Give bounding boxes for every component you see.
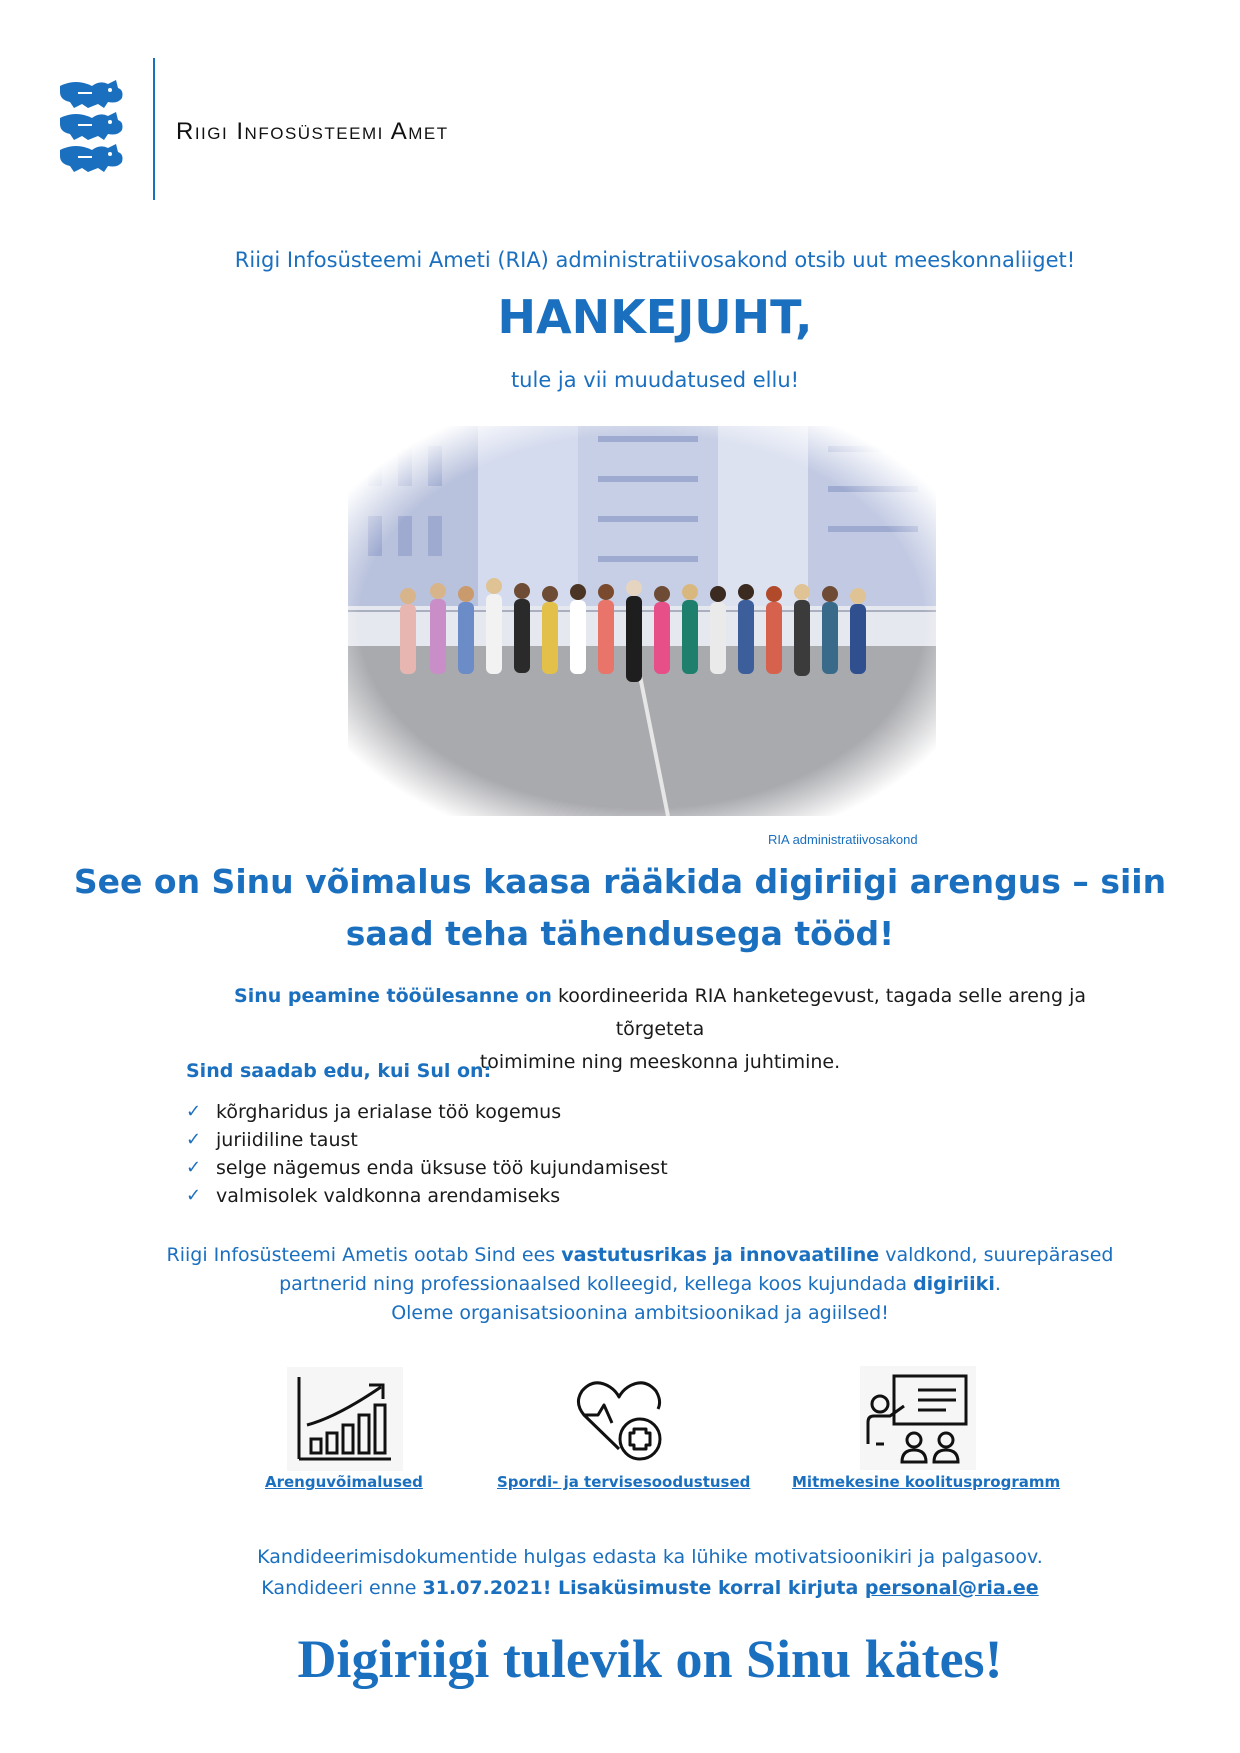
header-divider [153,58,155,200]
apply-deadline: 31.07.2021! Lisaküsimuste korral kirjuta [422,1577,865,1599]
checkmark-icon: ✓ [186,1129,202,1150]
requirements-title: Sind saadab edu, kui Sul on: [186,1060,492,1082]
slogan-line-2: saad teha tähendusega tööd! [345,914,895,953]
list-item: ✓ selge nägemus enda üksuse töö kujundamisest [186,1154,668,1182]
checkmark-icon: ✓ [186,1157,202,1178]
apply-line-1: Kandideerimisdokumentide hulgas edasta ka lühike motivatsioonikiri ja palgasoov. [257,1546,1043,1568]
offer-paragraph: Riigi Infosüsteemi Ametis ootab Sind ees vastutusrikas ja innovaatiline valdkond, suurepärased partnerid ning professionaalsed kolleegid, kellega koos kujundada digiriiki. Oleme organisatsioonina ambitsioonikad ja agiilsed! [166,1244,1114,1324]
apply-paragraph: Kandideerimisdokumentide hulgas edasta ka lühike motivatsioonikiri ja palgasoov. Kandideeri enne 31.07.2021! Lisaküsimuste korral kirjuta personal@ria.ee [0,1542,1240,1604]
list-item: ✓ kõrgharidus ja erialase töö kogemus [186,1098,668,1126]
photo-caption: RIA administratiivosakond [768,832,918,847]
checkmark-icon: ✓ [186,1185,202,1206]
benefit-label-health: Spordi- ja tervisesoodustused [497,1473,751,1491]
coat-of-arms-icon [58,78,128,178]
slogan [0,856,1240,960]
team-photo [348,426,936,816]
main-task-text-2: toimimine ning meeskonna juhtimine. [479,1051,841,1073]
email-link[interactable]: personal@ria.ee [864,1577,1039,1599]
intro-text: Riigi Infosüsteemi Ameti (RIA) administratiivosakond otsib uut meeskonnaliiget! [234,248,1076,272]
list-item: ✓ juriidiline taust [186,1126,668,1154]
job-title-headline: HANKEJUHT, [497,290,813,344]
list-item: ✓ valmisolek valdkonna arendamiseks [186,1182,668,1210]
presentation-training-icon [860,1366,976,1470]
tagline: tule ja vii muudatused ellu! [510,368,800,392]
heart-plus-icon [570,1373,668,1469]
growth-chart-icon [287,1367,403,1471]
main-task-lead: Sinu peamine tööülesanne on [234,985,552,1007]
slogan-line-1: See on Sinu võimalus kaasa rääkida digiriigi arengus – siin [73,862,1167,901]
organization-name: Riigi Infosüsteemi Amet [176,118,449,145]
benefit-label-training: Mitmekesine koolitusprogramm [792,1473,1061,1491]
checkmark-icon: ✓ [186,1101,202,1122]
requirements-list [186,1098,668,1210]
closing-slogan: Digiriigi tulevik on Sinu kätes! [297,1629,1003,1689]
benefit-label-growth: Arenguvõimalused [265,1473,423,1491]
main-task-text-1: koordineerida RIA hanketegevust, tagada selle areng ja tõrgeteta [551,985,1086,1040]
